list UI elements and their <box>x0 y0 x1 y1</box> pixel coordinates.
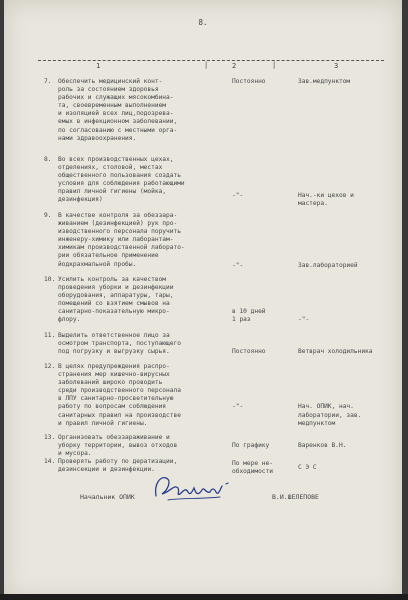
item-number: 14. <box>44 458 56 465</box>
item-text: В качестве контроля за обеззара- живанием (дезинфекцией) рук про- изводственного персонала поручить инженеру-химику или лаборантам- химикам производственной лаборато- рии обязательное применение йодкрахмальной пробы. <box>58 212 185 268</box>
item-responsible: Варенков В.Н. <box>298 442 347 449</box>
item-responsible: Нач.-ки цехов и мастера. <box>298 192 354 208</box>
item-number: 13. <box>44 434 56 441</box>
item-term: -"- <box>232 403 244 411</box>
scan-border <box>0 594 408 600</box>
item-responsible: Ветврач холодильника <box>298 348 373 356</box>
item-responsible: С Э С <box>298 464 317 471</box>
column-header-3: 3 <box>334 62 339 70</box>
item-term: По мере не- обходимости <box>232 460 273 476</box>
column-header-2: 2 <box>232 62 237 70</box>
page-number: 8. <box>198 18 208 27</box>
item-term: Постоянно <box>232 78 266 85</box>
document-page <box>4 0 402 600</box>
item-term: в 10 дней 1 раз <box>232 308 266 324</box>
item-text: В целях предупреждения распро- странения мер кишечно-вирусных заболеваний широко проводить среди производственного персонала в ЛПУ санитарно-просветительную работу по вопросам соблюдения санитарных правил на производстве и правил личной гигиены. <box>58 363 181 427</box>
item-responsible: Зав.лабораторией <box>298 262 358 269</box>
item-number: 10. <box>44 276 56 283</box>
item-number: 9. <box>44 212 52 219</box>
item-responsible: Зав.медпунктом <box>298 78 351 85</box>
item-text: Обеспечить медицинский конт- роль за состоянием здоровья рабочих и служащих мясокомбина- та, своевременным выполнением и изоляцией всех лиц,подозрева- емых в инфекционном заболевании, по согласованию с местными орга- нами здравоохранения. <box>58 78 178 142</box>
item-number: 7. <box>44 78 52 85</box>
item-term: Постоянно <box>232 348 266 356</box>
signatory-title: Начальник ОПИК <box>80 493 135 501</box>
item-text: Во всех производственных цехах, отделениях, столовой, местах общественного пользования создать условия для соблюдения работающими правил личной гигиены (мойка, дезинфекция) <box>58 156 185 204</box>
item-number: 12. <box>44 363 56 370</box>
item-responsible: Нач. ОПИК, нач. лаборатории, зав. медпунктом <box>298 403 362 427</box>
signatory-name: В.И.ШЕЛЕПОВЕ <box>272 493 319 501</box>
item-text: Выделить ответственное лицо за осмотром транспорта, поступающего под погрузку и выгрузку сырья. <box>58 332 181 356</box>
column-separator: | <box>204 61 209 69</box>
item-text: Организовать обеззараживание и уборку территории, вывоз отходов и мусора. <box>58 434 178 458</box>
header-divider-line <box>38 60 384 61</box>
item-responsible: -"- <box>298 316 310 324</box>
item-number: 8. <box>44 156 52 163</box>
item-text: Усилить контроль за качеством проведения уборки и дезинфекции оборудования, аппаратуры, тары, помещений со взятием смывов на санитарно-показательную микро- флору. <box>58 276 174 324</box>
item-term: -"- <box>232 262 244 269</box>
item-term: -"- <box>232 192 244 199</box>
handwritten-signature <box>150 470 240 506</box>
item-term: По графику <box>232 442 270 449</box>
column-header-1: 1 <box>96 62 101 70</box>
column-separator: | <box>272 61 277 69</box>
item-number: 11. <box>44 332 56 339</box>
item-text: Проверять работу по дератизации, дезинсекции и дезинфекции. <box>58 458 178 474</box>
